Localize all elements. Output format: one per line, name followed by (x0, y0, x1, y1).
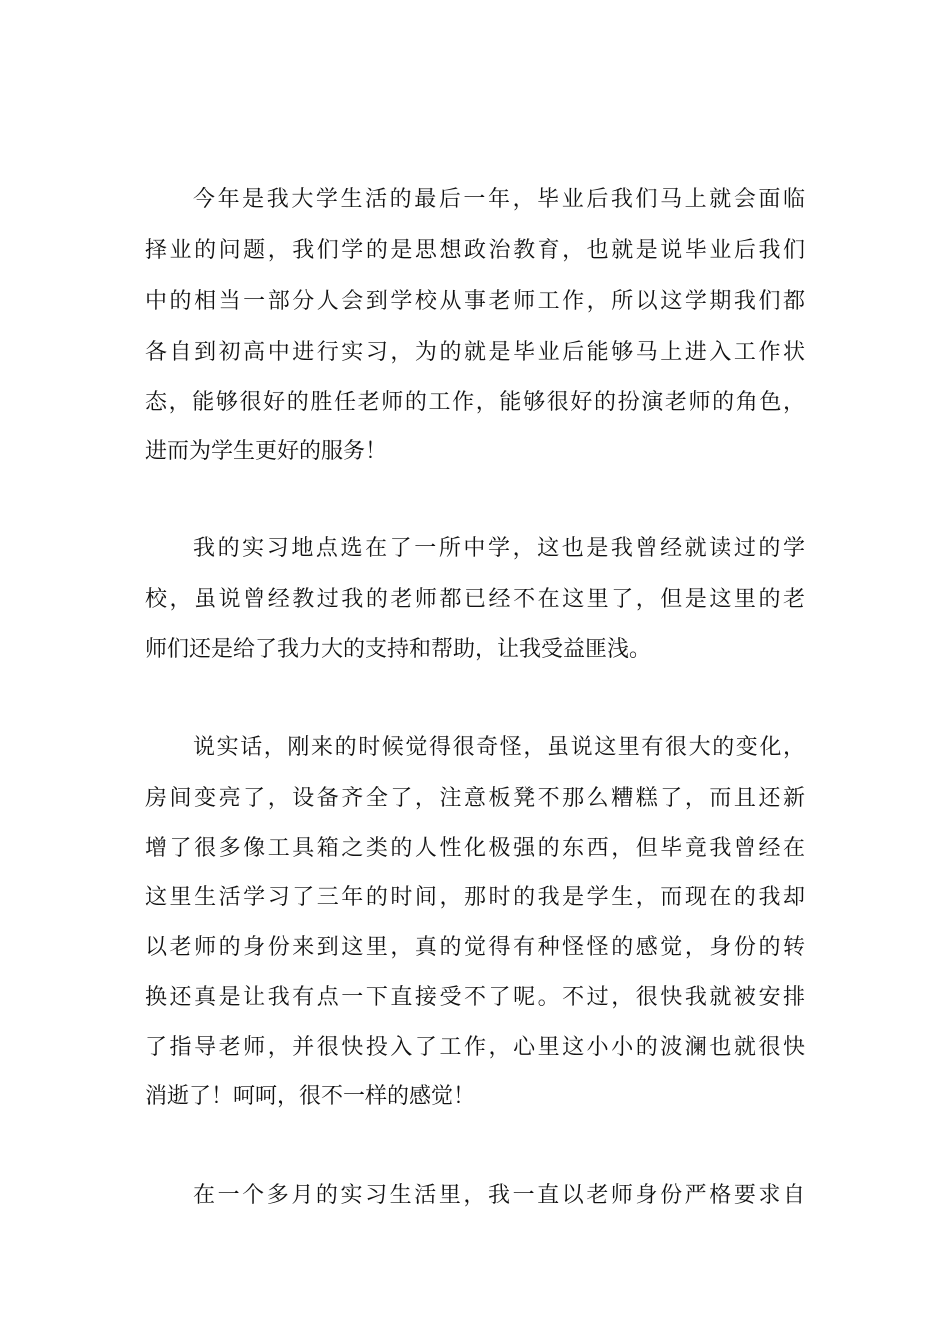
paragraph-1-line-6: 进而为学生更好的服务！ (145, 439, 388, 464)
paragraph-2-line-2: 校，虽说曾经教过我的老师都已经不在这里了，但是这里的老 (145, 587, 805, 612)
paragraph-4-line-1: 在一个多月的实习生活里，我一直以老师身份严格要求自 (193, 1183, 805, 1208)
paragraph-3-line-6: 换还真是让我有点一下直接受不了呢。不过，很快我就被安排 (145, 985, 805, 1010)
paragraph-2-line-3: 师们还是给了我力大的支持和帮助，让我受益匪浅。 (145, 637, 652, 662)
paragraph-3-line-5: 以老师的身份来到这里，真的觉得有种怪怪的感觉，身份的转 (145, 935, 805, 960)
paragraph-2-line-1: 我的实习地点选在了一所中学，这也是我曾经就读过的学 (193, 536, 805, 561)
paragraph-3-line-2: 房间变亮了，设备齐全了，注意板凳不那么糟糕了，而且还新 (145, 786, 805, 811)
paragraph-1-line-2: 择业的问题，我们学的是思想政治教育，也就是说毕业后我们 (145, 238, 805, 263)
paragraph-3-line-1: 说实话，刚来的时候觉得很奇怪，虽说这里有很大的变化， (193, 735, 805, 760)
paragraph-1-line-1: 今年是我大学生活的最后一年，毕业后我们马上就会面临 (193, 187, 805, 212)
paragraph-1-line-4: 各自到初高中进行实习，为的就是毕业后能够马上进入工作状 (145, 340, 805, 365)
paragraph-3-line-8: 消逝了！呵呵，很不一样的感觉！ (145, 1084, 476, 1109)
paragraph-3-line-3: 增了很多像工具箱之类的人性化极强的东西，但毕竟我曾经在 (145, 836, 805, 861)
paragraph-3-line-4: 这里生活学习了三年的时间，那时的我是学生，而现在的我却 (145, 885, 805, 910)
paragraph-1-line-5: 态，能够很好的胜任老师的工作，能够很好的扮演老师的角色， (145, 390, 805, 415)
paragraph-3-line-7: 了指导老师，并很快投入了工作，心里这小小的波澜也就很快 (145, 1035, 805, 1060)
paragraph-1-line-3: 中的相当一部分人会到学校从事老师工作，所以这学期我们都 (145, 289, 805, 314)
